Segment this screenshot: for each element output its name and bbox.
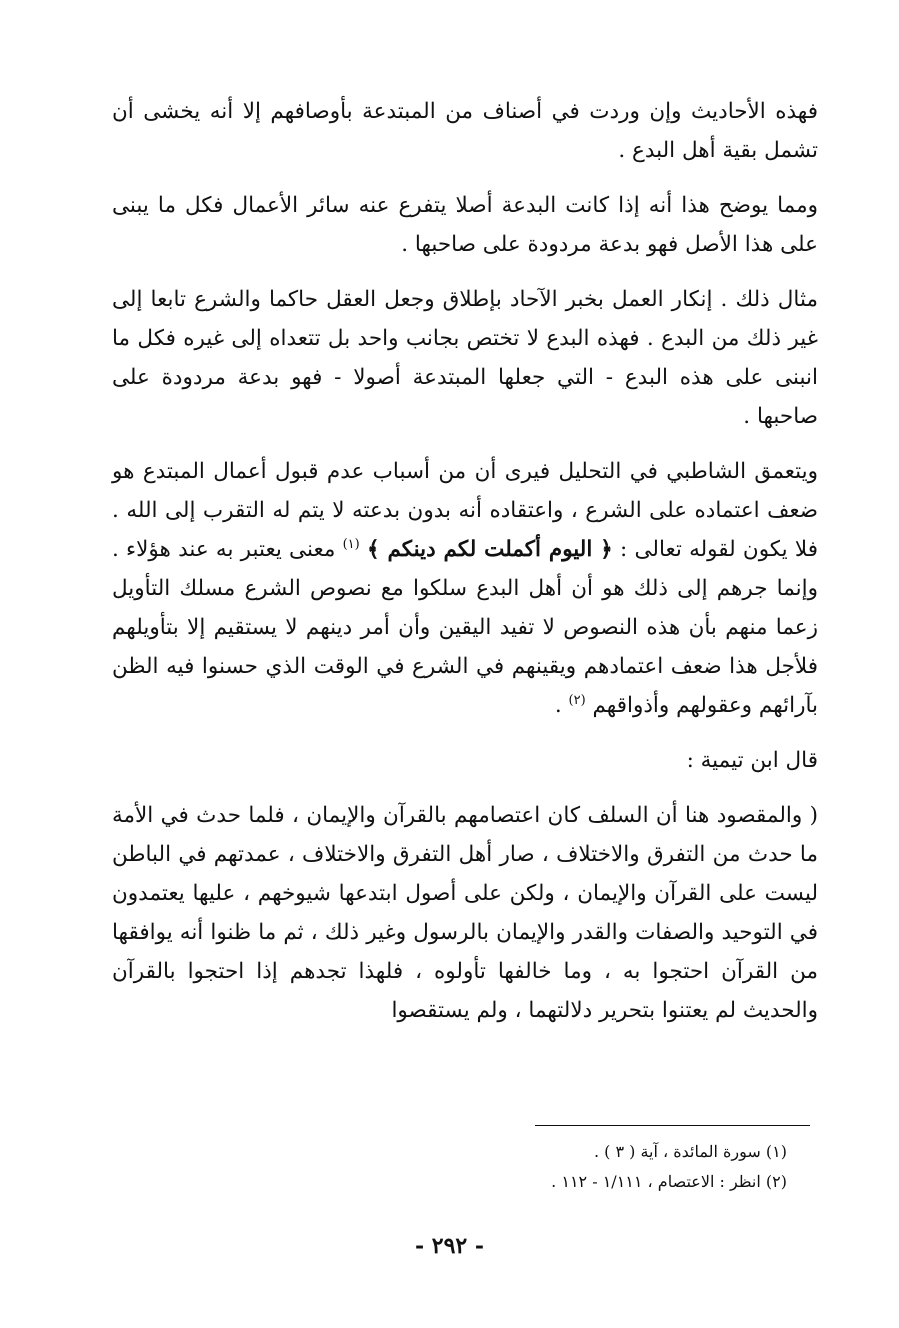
page-body bbox=[112, 92, 818, 1030]
quran-verse: ﴿ اليوم أكملت لكم دينكم ﴾ bbox=[366, 537, 613, 562]
paragraph-4 bbox=[112, 452, 818, 725]
footnotes bbox=[81, 1137, 787, 1197]
paragraph-2: ومما يوضح هذا أنه إذا كانت البدعة أصلا يتفرع عنه سائر الأعمال فكل ما يبنى على هذا الأصل فهو بدعة مردودة على صاحبها . bbox=[112, 193, 818, 257]
paragraph-4-part-after: معنى يعتبر به عند هؤلاء . وإنما جرهم إلى ذلك هو أن أهل البدع سلكوا مع نصوص الشرع مسلك التأويل زعما منهم بأن هذه النصوص لا تفيد اليقين وأن أمر دينهم لا يستقيم إلا بتأويلهم فلأجل هذا ضعف اعتمادهم ويقينهم في الشرع في الوقت الذي حسنوا فيه الظن بآرائهم وعقولهم وأذواقهم bbox=[112, 537, 818, 718]
footnote-2: (٢) انظر : الاعتصام ، ١/١١١ - ١١٢ . bbox=[551, 1172, 787, 1191]
footnote-divider bbox=[535, 1125, 810, 1126]
footnote-ref-1: (١) bbox=[342, 536, 360, 552]
footnote-1: (١) سورة المائدة ، آية ( ٣ ) . bbox=[593, 1142, 787, 1161]
paragraph-5: ( والمقصود هنا أن السلف كان اعتصامهم بالقرآن والإيمان ، فلما حدث في الأمة ما حدث من التفرق والاختلاف ، صار أهل التفرق والاختلاف ، عمدتهم في الباطن ليست على القرآن والإيمان ، ولكن على أصول ابتدعها شيوخهم ، عليها يعتمدون في التوحيد والصفات والقدر والإيمان بالرسول وغير ذلك ، ثم ما ظنوا أنه يوافقها من القرآن احتجوا به ، وما خالفها تأولوه ، فلهذا تجدهم إذا احتجوا بالقرآن والحديث لم يعتنوا بتحرير دلالتهما ، ولم يستقصوا bbox=[112, 803, 818, 1023]
paragraph-4-part-before: ويتعمق الشاطبي في التحليل فيرى أن من أسباب عدم قبول أعمال المبتدع هو ضعف اعتماده على الشرع ، واعتقاده أنه بدون بدعته لا يتم له التقرب إلى الله . فلا يكون لقوله تعالى : bbox=[112, 459, 818, 562]
section-heading: قال ابن تيمية : bbox=[686, 748, 818, 773]
footnote-ref-2: (٢) bbox=[568, 692, 586, 708]
paragraph-3: مثال ذلك . إنكار العمل بخبر الآحاد بإطلاق وجعل العقل حاكما والشرع تابعا إلى غير ذلك من البدع . فهذه البدع لا تختص بجانب واحد بل تتعداه إلى غيره فكل ما انبنى على هذه البدع - التي جعلها المبتدعة أصولا - فهو بدعة مردودة على صاحبها . bbox=[112, 287, 818, 429]
paragraph-4-end: . bbox=[554, 693, 562, 718]
page-number: - ٢٩٢ - bbox=[414, 1233, 485, 1259]
paragraph-1: فهذه الأحاديث وإن وردت في أصناف من المبتدعة بأوصافهم إلا أنه يخشى أن تشمل بقية أهل البدع . bbox=[112, 99, 818, 163]
